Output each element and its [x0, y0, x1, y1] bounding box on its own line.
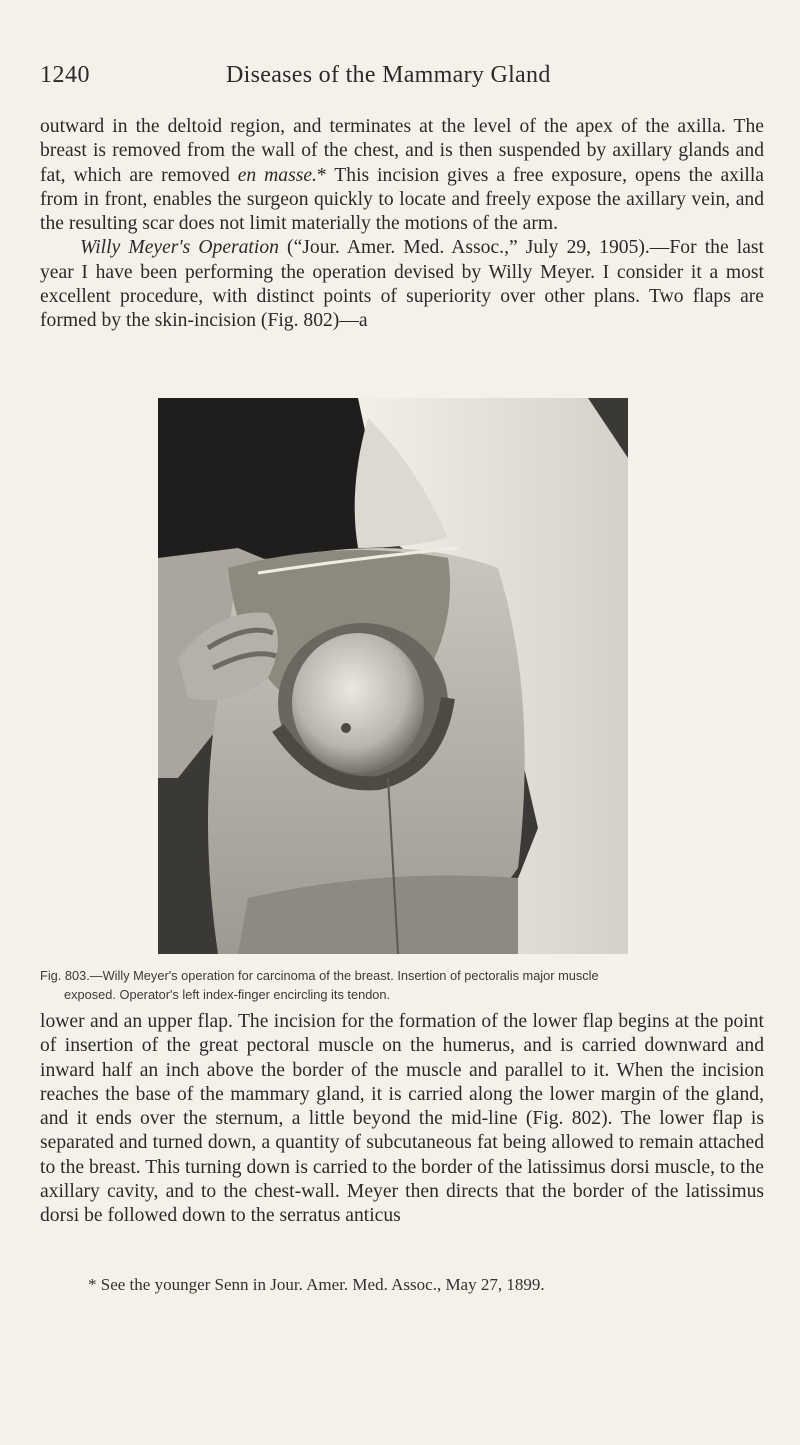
body-text-top [40, 115, 764, 334]
section-heading-italic: Willy Meyer's Operation [80, 237, 279, 259]
figure-803-image [158, 398, 628, 954]
caption-line-2: exposed. Operator's left index-finger encircling its tendon. [64, 987, 391, 1002]
paragraph1-text-b: * This incision gives a free exposure, opens the axilla from in front, enables the surgeon quickly to locate and freely expose the axillary vein, and the resulting scar does not limit materially the motions of the arm. [40, 164, 764, 235]
paragraph1-italic: en masse. [237, 164, 317, 186]
page-number: 1240 [40, 62, 90, 88]
paragraph1-text-a: outward in the deltoid region, and terminates at the level of the apex of the axilla. The breast is removed from the wall of the chest, and is then suspended by axillary glands and fat, which are removed [40, 116, 764, 186]
paragraph-continuation [40, 115, 764, 236]
surgical-illustration [158, 398, 628, 954]
figure-caption [40, 966, 764, 1004]
running-title: Diseases of the Mammary Gland [226, 62, 551, 88]
caption-line-1: Fig. 803.—Willy Meyer's operation for carcinoma of the breast. Insertion of pectoralis major muscle [40, 968, 599, 983]
footnote: * See the younger Senn in Jour. Amer. Med. Assoc., May 27, 1899. [88, 1275, 545, 1294]
paragraph-willy-meyer [40, 236, 764, 333]
paragraph2-text: (“Jour. Amer. Med. Assoc.,” July 29, 1905).—For the last year I have been performing the operation devised by Willy Meyer. I consider it a most excellent procedure, with distinct points of superiority over other plans. Two flaps are formed by the skin-incision (Fig. 802)—a [40, 237, 765, 332]
page-header [40, 62, 760, 96]
paragraph-lower-flap: lower and an upper flap. The incision for the formation of the lower flap begins at the point of insertion of the great pectoral muscle on the humerus, and is carried downward and inward half an inch above the border of the muscle and parallel to it. When the incision reaches the base of the mammary gland, it is carried along the lower margin of the gland, and it ends over the sternum, a little beyond the mid-line (Fig. 802). The lower flap is separated and turned down, a quantity of subcutaneous fat being allowed to remain attached to the breast. This turning down is carried to the border of the latissimus dorsi muscle, to the axillary cavity, and to the chest-wall. Meyer then directs that the border of the latissimus dorsi be followed down to the serratus anticus [40, 1011, 764, 1227]
body-text-bottom [40, 1010, 764, 1229]
